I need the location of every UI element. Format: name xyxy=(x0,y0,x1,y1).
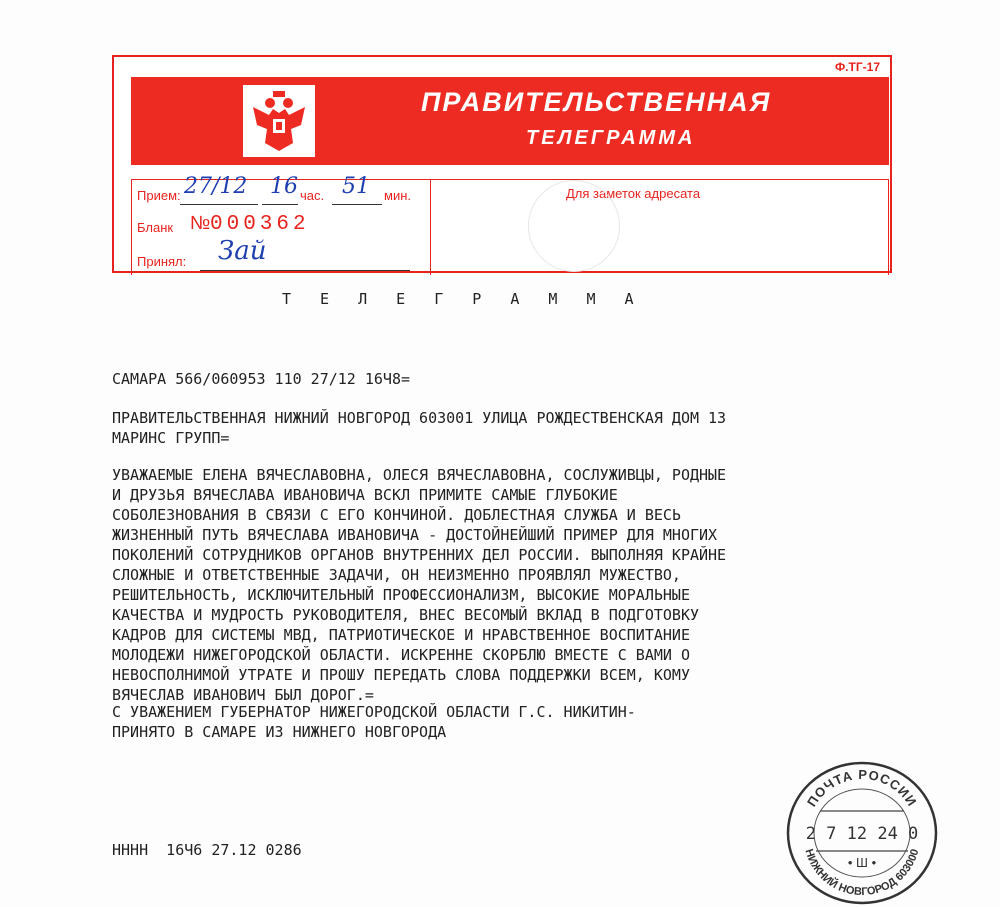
hour-label: час. xyxy=(300,188,325,203)
accepted-signature: Зай xyxy=(218,236,267,266)
stamp-bottom-text: НИЖНИЙ НОВГОРОД 603000 xyxy=(802,847,922,899)
address-line-2: МАРИНС ГРУПП= xyxy=(112,429,230,447)
telegram-footer-line: НННН 16Ч6 27.12 0286 xyxy=(112,841,302,859)
stamp-date: 2 7 12 24 0 xyxy=(805,824,919,844)
address-line-1: ПРАВИТЕЛЬСТВЕННАЯ НИЖНИЙ НОВГОРОД 603001 УЛИЦА РОЖДЕСТВЕНСКАЯ ДОМ 13 xyxy=(112,409,727,427)
blank-label: Бланк xyxy=(137,220,174,235)
accepted-line xyxy=(200,270,410,271)
received-min-handwriting: 51 xyxy=(342,174,370,199)
body-line-1: УВАЖАЕМЫЕ ЕЛЕНА ВЯЧЕСЛАВОВНА, ОЛЕСЯ ВЯЧЕСЛАВОВНА, СОСЛУЖИВЦЫ, РОДНЫЕ xyxy=(112,466,727,484)
received-hour-line xyxy=(262,204,298,205)
telegram-header-line: САМАРА 566/060953 110 27/12 16Ч8= xyxy=(112,370,411,388)
body-line-4: ЖИЗНЕННЫЙ ПУТЬ ВЯЧЕСЛАВА ИВАНОВИЧА - ДОСТОЙНЕЙШИЙ ПРИМЕР ДЛЯ МНОГИХ xyxy=(112,526,718,544)
body-line-12: ВЯЧЕСЛАВ ИВАНОВИЧ БЫЛ ДОРОГ.= xyxy=(112,686,374,704)
stamp-center: • Ш • xyxy=(847,855,877,870)
form-title: ПРАВИТЕЛЬСТВЕННАЯ xyxy=(421,87,772,117)
body-line-8: КАЧЕСТВА И МУДРОСТЬ РУКОВОДИТЕЛЯ, ВНЕС ВЕСОМЫЙ ВКЛАД В ПОДГОТОВКУ xyxy=(112,606,699,624)
telegram-form-header xyxy=(112,55,892,273)
body-line-3: СОБОЛЕЗНОВАНИЯ В СВЯЗИ С ЕГО КОНЧИНОЙ. ДОБЛЕСТНАЯ СЛУЖБА И ВЕСЬ xyxy=(112,506,681,524)
blank-number-sign: № xyxy=(190,213,211,234)
received-date-handwriting: 27/12 xyxy=(184,174,248,199)
blank-number: 000362 xyxy=(210,213,310,236)
addressee-notes-box xyxy=(431,179,889,275)
accepted-label: Принял: xyxy=(137,254,187,269)
body-line-10: МОЛОДЕЖИ НИЖЕГОРОДСКОЙ ОБЛАСТИ. ИСКРЕННЕ СКОРБЛЮ ВМЕСТЕ С ВАМИ О xyxy=(112,646,690,664)
received-hour-handwriting: 16 xyxy=(270,174,298,199)
coat-of-arms-icon xyxy=(243,85,315,157)
received-date-line xyxy=(180,204,258,205)
body-line-7: РЕШИТЕЛЬНОСТЬ, ИСКЛЮЧИТЕЛЬНЫЙ ПРОФЕССИОНАЛИЗМ, ВЫСОКИЕ МОРАЛЬНЫЕ xyxy=(112,586,690,604)
body-line-2: И ДРУЗЬЯ ВЯЧЕСЛАВА ИВАНОВИЧА ВСКЛ ПРИМИТЕ САМЫЕ ГЛУБОКИЕ xyxy=(112,486,618,504)
post-office-stamp xyxy=(782,755,942,905)
signature-line-2: ПРИНЯТО В САМАРЕ ИЗ НИЖНЕГО НОВГОРОДА xyxy=(112,723,447,741)
body-line-11: НЕВОСПОЛНИМОЙ УТРАТЕ И ПРОШУ ПЕРЕДАТЬ СЛОВА ПОДДЕРЖКИ ВСЕМ, КОМУ xyxy=(112,666,690,684)
body-line-5: ПОКОЛЕНИЙ СОТРУДНИКОВ ОРГАНОВ ВНУТРЕННИХ ДЕЛ РОССИИ. ВЫПОЛНЯЯ КРАЙНЕ xyxy=(112,546,727,564)
received-min-line xyxy=(332,204,382,205)
signature-line-1: С УВАЖЕНИЕМ ГУБЕРНАТОР НИЖЕГОРОДСКОЙ ОБЛАСТИ Г.С. НИКИТИН- xyxy=(112,703,636,721)
faint-stamp-impression xyxy=(528,180,620,272)
form-banner xyxy=(131,77,889,165)
stamp-top-text: ПОЧТА РОССИИ xyxy=(804,766,920,810)
body-line-9: КАДРОВ ДЛЯ СИСТЕМЫ МВД, ПАТРИОТИЧЕСКОЕ И НРАВСТВЕННОЕ ВОСПИТАНИЕ xyxy=(112,626,690,644)
received-label: Прием: xyxy=(137,188,181,203)
telegram-heading: Т Е Л Е Г Р А М М А xyxy=(282,290,644,308)
min-label: мин. xyxy=(384,188,411,203)
body-line-6: СЛОЖНЫЕ И ОТВЕТСТВЕННЫЕ ЗАДАЧИ, ОН НЕИЗМЕННО ПРОЯВЛЯЛ МУЖЕСТВО, xyxy=(112,566,681,584)
form-code: Ф.ТГ-17 xyxy=(834,60,880,74)
notes-label: Для заметок адресата xyxy=(566,186,701,201)
form-subtitle: ТЕЛЕГРАММА xyxy=(526,127,696,149)
reception-fields xyxy=(131,174,431,275)
